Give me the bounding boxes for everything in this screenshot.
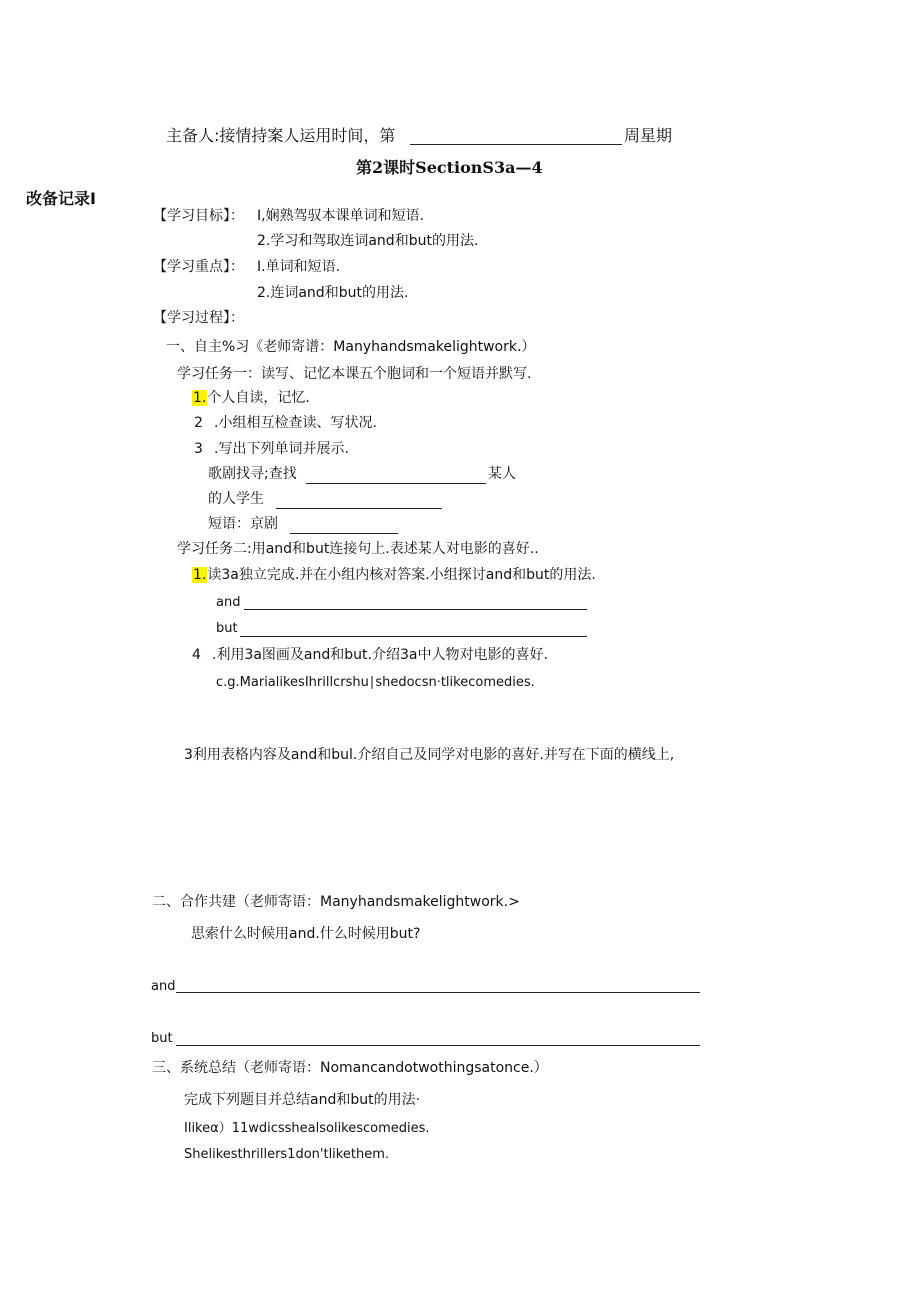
process-label: 【学习过程】： (153, 310, 244, 326)
margin-note: 改备记录I (26, 189, 96, 208)
task1-step1-text: 个人自读，记忆. (207, 390, 310, 406)
section2-question: 思索什么时候用and.什么时候用but? (191, 926, 421, 942)
section2-and-blank[interactable] (176, 992, 700, 993)
task2-step1-number: 1. (193, 567, 207, 583)
task2-and-blank[interactable] (244, 609, 587, 610)
section2-but-blank[interactable] (176, 1045, 700, 1046)
task2-step1 (192, 568, 596, 582)
phrase-blank[interactable] (290, 533, 398, 534)
focus-label: 【学习重点】： (153, 259, 244, 275)
focus-item-1: I.单词和短语. (257, 259, 341, 275)
words-row1-blank[interactable] (306, 483, 486, 484)
task1-step3-number: 3 (194, 441, 203, 457)
task2-but-blank[interactable] (240, 636, 587, 637)
phrase-label: 短语：京剧 (208, 516, 278, 532)
task1-step2-text: .小组相互检查读、写状况. (214, 415, 377, 431)
task2-step3: 3利用表格内容及and和bul.介绍自己及同学对电影的喜好.并写在下面的横线上, (184, 747, 675, 763)
objectives-label: 【学习目标】： (153, 208, 244, 224)
section2-title: 二、合作共建（老师寄语：Manyhandsmakelightwork.> (152, 894, 520, 910)
header-line1-suffix: 周星期 (624, 126, 673, 145)
section3-instruction: 完成下列题目并总结and和but的用法· (184, 1092, 421, 1108)
section3-sentence-1: Ilikeα）11wdicsshealsolikescomedies. (184, 1121, 430, 1136)
task2-step1-text: 读3a独立完成.并在小组内核对答案.小组探讨and和but的用法. (207, 567, 596, 583)
section3-title: 三、系统总结（老师寄语：Nomancandotwothingsatonce.） (152, 1060, 548, 1076)
task2-title: 学习任务二:用and和but连接句上.表述某人对电影的喜好.. (177, 541, 539, 557)
words-row1-b: 某人 (488, 466, 516, 482)
task1-step1 (192, 391, 310, 405)
focus-item-2: 2.连词and和but的用法. (257, 285, 409, 301)
words-row1-a: 歌剧找寻;查找 (208, 466, 297, 482)
task2-but-label: but (216, 621, 238, 636)
section2-but-label: but (151, 1031, 173, 1046)
task2-example: c.g.MarialikesIhrillcrshu∣shedocsn·tlikecomedies. (216, 675, 535, 690)
task2-step4-number: 4 (192, 647, 201, 663)
section2-and-label: and (151, 979, 176, 994)
objectives-item-2: 2.学习和驾取连词and和but的用法. (257, 233, 479, 249)
task1-step1-number: 1. (193, 390, 207, 406)
header-week-blank (410, 144, 622, 145)
words-row2-blank[interactable] (276, 508, 442, 509)
header-line1-prefix: 主备人:接情持案人运用时间，第 (166, 126, 396, 145)
task1-step3-text: .写出下列单词并展示. (214, 441, 349, 457)
section3-sentence-2: Shelikesthrillers1don'tlikethem. (184, 1147, 389, 1162)
task1-title: 学习任务一：读写、记忆本课五个胞词和一个短语并默写. (177, 366, 532, 382)
objectives-item-1: I,娴熟驾驭本课单词和短语. (257, 208, 425, 224)
section1-title: 一、自主%习《老师寄谱：Manyhandsmakelightwork.） (166, 339, 536, 355)
task2-step4-text: .利用3a图画及and和but.介绍3a中人物对电影的喜好. (212, 647, 548, 663)
words-row2: 的人学生 (208, 491, 264, 507)
task2-and-label: and (216, 595, 241, 610)
page-subtitle: 第2课时SectionS3a—4 (356, 158, 543, 177)
task1-step2-number: 2 (194, 415, 203, 431)
